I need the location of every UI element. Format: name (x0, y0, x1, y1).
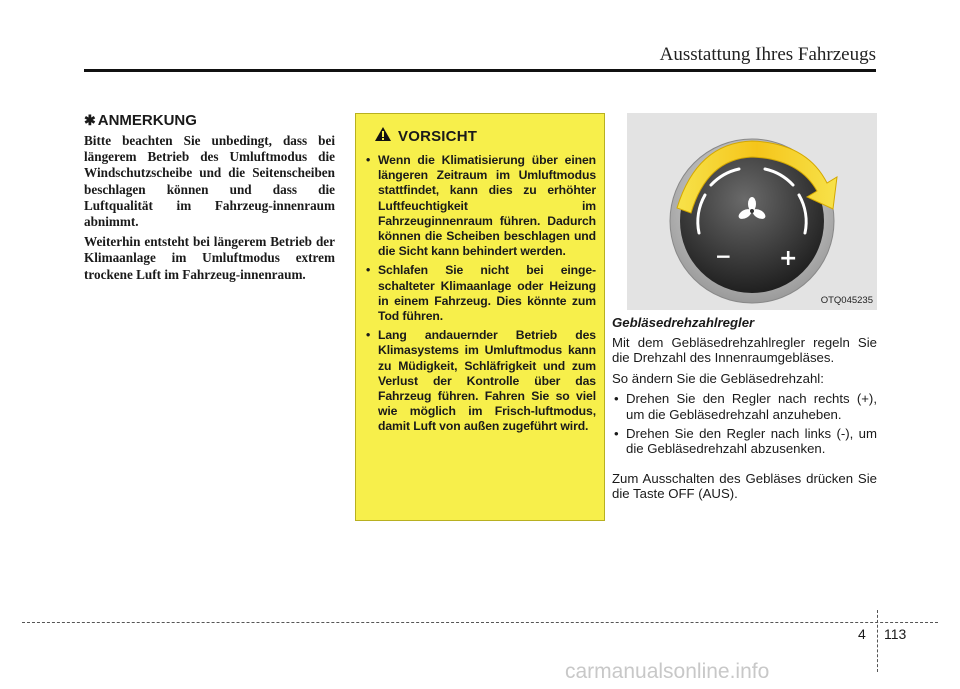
list-item: • Wenn die Klimatisierung über einen längeren Zeitraum im Umluftmodus stattfindet, kann dies zu erhöhter Luftfeuchtigkeit im Fahrzeuginnenraum führen. Dadurch können die Scheiben beschlagen und die Sicht kann behindert werden. (364, 153, 596, 259)
caution-list (364, 153, 596, 435)
blower-knob-illustration (627, 113, 877, 310)
blower-subheading: Gebläsedrehzahlregler (612, 315, 755, 330)
blower-off: Zum Ausschalten des Gebläses drücken Sie die Taste OFF (AUS). (612, 470, 877, 502)
note-paragraph: Bitte beachten Sie unbedingt, dass bei längerem Betrieb des Umluftmodus die Windschutzscheibe und die Seitenscheiben beschlagen können und dass die Luftqualität im Fahrzeug-innenraum abnimmt. (84, 133, 335, 230)
note-section (84, 112, 335, 287)
page-number: 113 (884, 626, 907, 642)
header-title: Ausstattung Ihres Fahrzeugs (659, 44, 876, 65)
header-rule (84, 69, 876, 72)
warning-triangle-icon (374, 126, 392, 147)
caution-title: VORSICHT (398, 128, 478, 145)
blower-change: So ändern Sie die Gebläsedrehzahl: (612, 370, 824, 386)
minus-label: − (715, 244, 732, 268)
list-item: • Drehen Sie den Regler nach links (-), um die Gebläsedrehzahl abzusenken. (612, 426, 877, 457)
watermark: carmanualsonline.info (565, 660, 770, 683)
note-heading (84, 112, 335, 129)
blower-knob-figure (627, 113, 877, 310)
blower-section (612, 315, 877, 507)
chapter-number: 4 (858, 626, 866, 642)
figure-code: OTQ045235 (820, 295, 873, 306)
blower-list (612, 391, 877, 456)
page-divider (877, 610, 878, 672)
plus-label: + (779, 246, 798, 271)
blower-intro: Mit dem Gebläsedrehzahlregler regeln Sie die Drehzahl des Innenraumgebläses. (612, 334, 877, 366)
star-icon: ✱ (84, 112, 96, 128)
list-item: • Drehen Sie den Regler nach rechts (+), um die Gebläsedrehzahl anzuheben. (612, 391, 877, 422)
note-paragraph: Weiterhin entsteht bei längerem Betrieb der Klimaanlage im Umluftmodus extrem trockene Luft im Fahrzeug-innenraum. (84, 234, 335, 282)
caution-box (355, 113, 605, 521)
footer-rule (22, 622, 938, 623)
note-heading-label: ANMERKUNG (97, 112, 197, 129)
list-item: • Schlafen Sie nicht bei einge-schalteter Klimaanlage oder Heizung in einem Fahrzeug. Dies könnte zum Tod führen. (364, 263, 596, 324)
caution-header (374, 126, 596, 147)
list-item: • Lang andauernder Betrieb des Klimasystems im Umluftmodus kann zu Müdigkeit, Schläfrigkeit und zum Verlust der Kontrolle über das Fahrzeug führen. Fahren Sie so viel wie möglich im Frisch-luftmodus, damit Luft von außen zugeführt wird. (364, 328, 596, 434)
